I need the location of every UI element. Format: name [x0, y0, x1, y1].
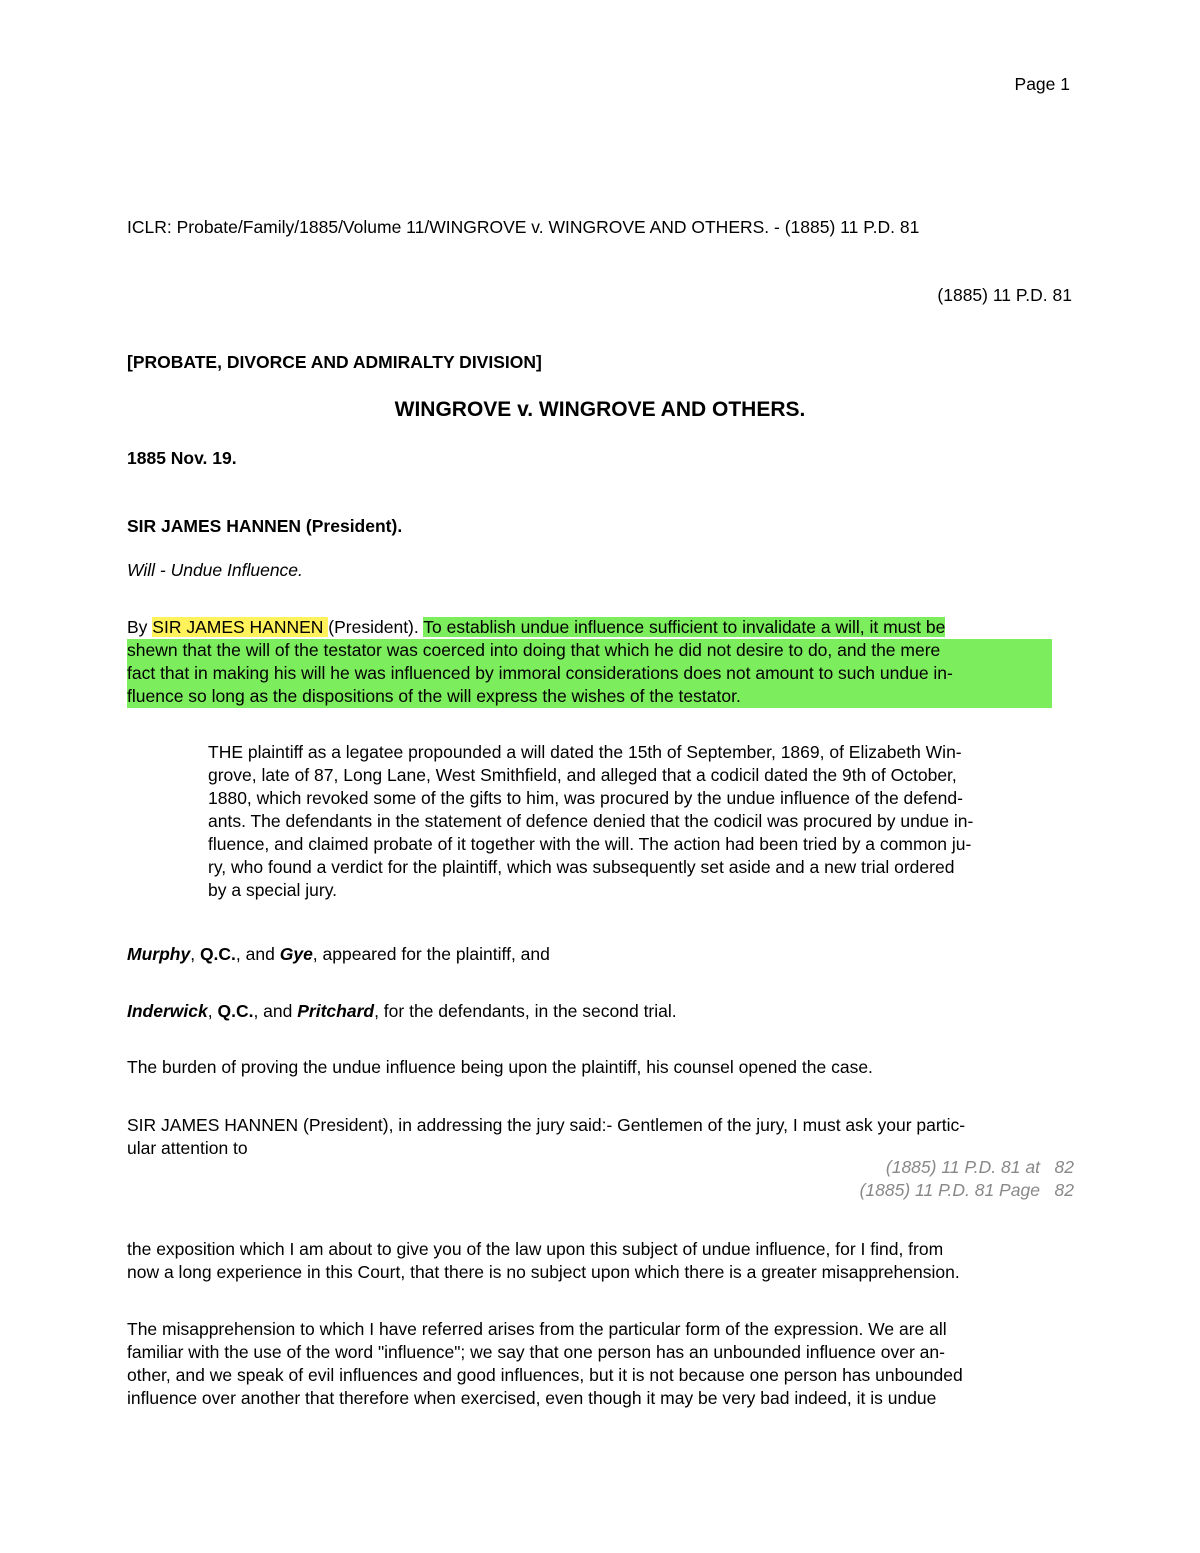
judgment-line: SIR JAMES HANNEN (President), in addressing the jury said:- Gentlemen of the jury, I must ask your partic- — [127, 1115, 966, 1135]
counsel-separator: , and — [235, 944, 280, 964]
judge-name: SIR JAMES HANNEN (President). — [127, 516, 403, 536]
headnote-line: shewn that the will of the testator was coerced into doing that which he did not desire to do, and the mere — [127, 640, 941, 660]
page-reference-page — [860, 1179, 1074, 1201]
counsel-separator: , — [190, 944, 200, 964]
counsel-role: , for the defendants, in the second trial. — [374, 1001, 677, 1021]
page-reference-label: (1885) 11 P.D. 81 at — [885, 1157, 1040, 1177]
case-title: WINGROVE v. WINGROVE AND OTHERS. — [394, 398, 806, 421]
headnote-line: fluence so long as the dispositions of the will express the wishes of the testator. — [127, 686, 741, 706]
headnote-judge-suffix: (President). — [328, 617, 424, 637]
citation-breadcrumb: ICLR: Probate/Family/1885/Volume 11/WINGROVE v. WINGROVE AND OTHERS. - (1885) 11 P.D. 81 — [127, 217, 920, 237]
facts-line: ry, who found a verdict for the plaintiff, which was subsequently set aside and a new trial ordered — [208, 857, 955, 877]
judgment-line: ular attention to — [127, 1138, 248, 1158]
paragraph-line: the exposition which I am about to give you of the law upon this subject of undue influence, for I find, from — [127, 1239, 944, 1259]
court-division: [PROBATE, DIVORCE AND ADMIRALTY DIVISION] — [127, 352, 542, 372]
counsel-separator: , and — [253, 1001, 298, 1021]
facts-line: fluence, and claimed probate of it together with the will. The action had been tried by a common ju- — [208, 834, 972, 854]
paragraph-line: familiar with the use of the word "influence"; we say that one person has an unbounded influence over an- — [127, 1342, 945, 1362]
page-reference-number: 82 — [1054, 1157, 1074, 1177]
counsel-name: Pritchard — [297, 1001, 375, 1021]
page-reference-label: (1885) 11 P.D. 81 Page — [859, 1180, 1040, 1200]
headnote-line: fact that in making his will he was influenced by immoral considerations does not amount to such undue in- — [127, 663, 953, 683]
facts-line: 1880, which revoked some of the gifts to him, was procured by the undue influence of the defend- — [208, 788, 963, 808]
counsel-qc: Q.C. — [199, 944, 236, 964]
citation-right-ref: (1885) 11 P.D. 81 — [937, 285, 1072, 305]
headnote-highlighted-text: To establish undue influence sufficient to invalidate a will, it must be — [423, 617, 946, 637]
facts-line: ants. The defendants in the statement of defence denied that the codicil was procured by undue in- — [208, 811, 974, 831]
paragraph-line: The misapprehension to which I have referred arises from the particular form of the expression. We are all — [127, 1319, 947, 1339]
counsel-defendants — [127, 999, 677, 1023]
headnote-by-prefix: By — [127, 617, 153, 637]
counsel-qc: Q.C. — [217, 1001, 254, 1021]
facts-line: grove, late of 87, Long Lane, West Smithfield, and alleged that a codicil dated the 9th of October, — [208, 765, 957, 785]
counsel-plaintiff — [127, 942, 550, 966]
headnote-line — [127, 615, 945, 639]
paragraph-line: now a long experience in this Court, that there is no subject upon which there is a greater misapprehension. — [127, 1262, 960, 1282]
page-reference-at — [886, 1156, 1074, 1178]
counsel-name: Gye — [279, 944, 313, 964]
case-date: 1885 Nov. 19. — [127, 448, 237, 468]
facts-line: by a special jury. — [208, 880, 338, 900]
page-number: Page 1 — [1014, 74, 1070, 94]
paragraph-line: other, and we speak of evil influences and good influences, but it is not because one person has unbounded — [127, 1365, 963, 1385]
counsel-role: , appeared for the plaintiff, and — [312, 944, 550, 964]
facts-line: THE plaintiff as a legatee propounded a will dated the 15th of September, 1869, of Elizabeth Win- — [208, 742, 962, 762]
counsel-separator: , — [207, 1001, 218, 1021]
burden-paragraph: The burden of proving the undue influence being upon the plaintiff, his counsel opened the case. — [127, 1057, 873, 1077]
judge-name-highlight: SIR JAMES HANNEN — [152, 617, 329, 637]
paragraph-line: influence over another that therefore when exercised, even though it may be very bad indeed, it is undue — [127, 1388, 937, 1408]
counsel-name: Inderwick — [127, 1001, 208, 1021]
page-reference-number: 82 — [1054, 1180, 1074, 1200]
counsel-name: Murphy — [127, 944, 191, 964]
catchwords: Will - Undue Influence. — [127, 560, 303, 580]
